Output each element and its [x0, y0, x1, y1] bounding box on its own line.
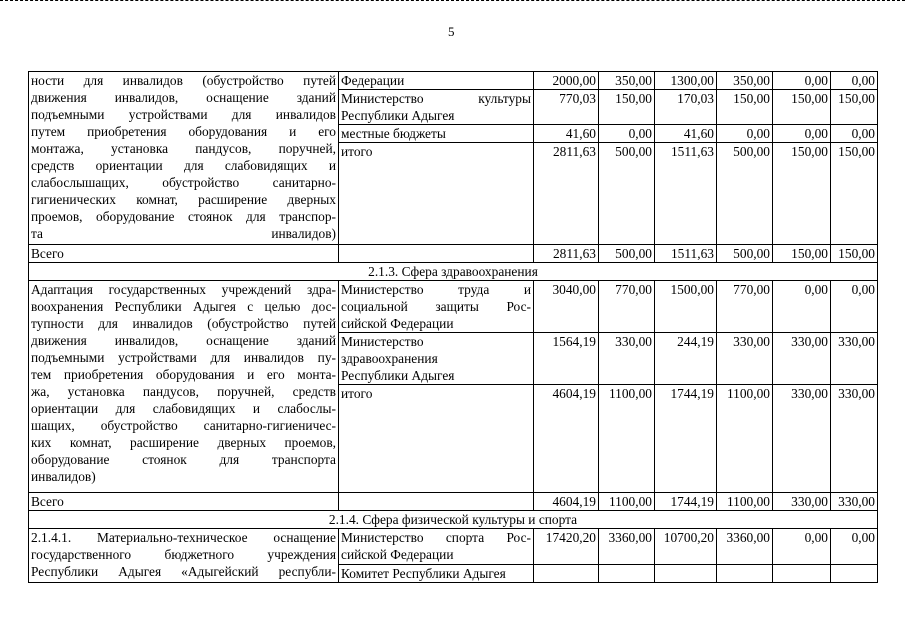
total-value-cell: 1511,63	[655, 245, 717, 263]
total-value-cell: 500,00	[599, 245, 655, 263]
value-cell: 0,00	[773, 125, 831, 143]
source-cell	[339, 281, 534, 333]
value-cell: 0,00	[717, 125, 773, 143]
total-value-cell: 330,00	[831, 493, 878, 511]
value-cell	[599, 565, 655, 583]
text-line: жа, установка пандусов, поручней, средств	[31, 384, 336, 399]
text-line: та инвалидов)	[31, 226, 336, 241]
total-value-cell: 150,00	[831, 245, 878, 263]
text-line: проемов, оборудование стоянок для транспор-	[31, 209, 336, 224]
value-cell	[534, 565, 599, 583]
source-cell	[339, 90, 534, 125]
text-line: движения инвалидов, оснащение зданий	[31, 333, 336, 348]
value-cell: 770,00	[717, 281, 773, 333]
text-line: Министерство труда и	[341, 282, 531, 297]
source-cell	[339, 529, 534, 565]
funding-table-body	[29, 72, 878, 583]
source-cell	[339, 72, 534, 90]
value-cell	[655, 565, 717, 583]
value-cell: 1100,00	[717, 385, 773, 493]
total-value-cell: 1744,19	[655, 493, 717, 511]
value-cell: 150,00	[599, 90, 655, 125]
text-line: Комитет Республики Адыгея	[341, 566, 506, 581]
value-cell: 500,00	[717, 143, 773, 245]
text-line: итого	[341, 386, 373, 401]
source-cell	[339, 143, 534, 245]
text-line: местные бюджеты	[341, 126, 446, 141]
section-heading-row	[29, 263, 878, 281]
text-line: государственного бюджетного учреждения	[31, 547, 336, 562]
value-cell: 770,00	[599, 281, 655, 333]
value-cell: 0,00	[773, 281, 831, 333]
value-cell: 350,00	[599, 72, 655, 90]
table-row	[29, 72, 878, 90]
value-cell: 244,19	[655, 333, 717, 385]
text-line: движения инвалидов, оснащение зданий	[31, 90, 336, 105]
text-line: Республики Адыгея «Адыгейский республи-	[31, 564, 336, 579]
value-cell: 1744,19	[655, 385, 717, 493]
total-value-cell: 500,00	[717, 245, 773, 263]
value-cell	[831, 565, 878, 583]
value-cell: 150,00	[773, 143, 831, 245]
text-line: социальной защиты Рос-	[341, 299, 531, 314]
source-cell	[339, 333, 534, 385]
text-line: Министерство спорта Рос-	[341, 530, 531, 545]
total-label: Всего	[29, 493, 339, 511]
value-cell: 0,00	[599, 125, 655, 143]
section-heading-row	[29, 511, 878, 529]
value-cell: 1511,63	[655, 143, 717, 245]
total-label: Всего	[29, 245, 339, 263]
value-cell: 1300,00	[655, 72, 717, 90]
text-line: слабослышащих, обустройство санитарно-	[31, 175, 336, 190]
text-line: средств ориентации для слабовидящих и	[31, 158, 336, 173]
total-value-cell: 330,00	[773, 493, 831, 511]
text-line: Республики Адыгея	[341, 108, 455, 123]
value-cell: 17420,20	[534, 529, 599, 565]
value-cell: 150,00	[831, 90, 878, 125]
text-line: здравоохранения	[341, 351, 438, 366]
value-cell: 1564,19	[534, 333, 599, 385]
value-cell: 770,03	[534, 90, 599, 125]
text-line: инвалидов)	[31, 469, 96, 484]
value-cell: 41,60	[655, 125, 717, 143]
text-line: Федерации	[341, 73, 405, 88]
value-cell: 150,00	[717, 90, 773, 125]
text-line: шащих, обустройство санитарно-гигиеничес-	[31, 418, 336, 433]
description-cell	[29, 529, 339, 583]
text-line: Министерство культуры	[341, 91, 531, 106]
text-line: воохранения Республики Адыгея с целью дос-	[31, 299, 336, 314]
value-cell: 330,00	[717, 333, 773, 385]
text-line: сийской Федерации	[341, 547, 454, 562]
text-line: тем приобретения оборудования и его монта-	[31, 367, 336, 382]
table-row	[29, 529, 878, 565]
total-source-cell	[339, 493, 534, 511]
value-cell: 330,00	[773, 333, 831, 385]
value-cell: 41,60	[534, 125, 599, 143]
text-line: Адаптация государственных учреждений здра-	[31, 282, 336, 297]
value-cell: 500,00	[599, 143, 655, 245]
total-value-cell: 4604,19	[534, 493, 599, 511]
text-line: подъемными устройствами для инвалидов пу-	[31, 350, 336, 365]
value-cell: 0,00	[773, 529, 831, 565]
table-row	[29, 281, 878, 333]
source-cell	[339, 565, 534, 583]
value-cell: 330,00	[831, 385, 878, 493]
text-line: тупности для инвалидов (обустройство путей	[31, 316, 336, 331]
page-number: 5	[448, 24, 455, 39]
total-value-cell: 2811,63	[534, 245, 599, 263]
value-cell: 3360,00	[717, 529, 773, 565]
value-cell: 2811,63	[534, 143, 599, 245]
page-top-edge	[0, 0, 905, 6]
description-cell	[29, 281, 339, 493]
total-value-cell: 1100,00	[599, 493, 655, 511]
value-cell: 330,00	[599, 333, 655, 385]
value-cell: 150,00	[773, 90, 831, 125]
value-cell: 0,00	[831, 125, 878, 143]
value-cell: 150,00	[831, 143, 878, 245]
value-cell: 10700,20	[655, 529, 717, 565]
value-cell	[773, 565, 831, 583]
total-source-cell	[339, 245, 534, 263]
value-cell: 3040,00	[534, 281, 599, 333]
value-cell: 330,00	[831, 333, 878, 385]
section-heading: 2.1.4. Сфера физической культуры и спорта	[29, 511, 878, 529]
source-cell	[339, 385, 534, 493]
source-cell	[339, 125, 534, 143]
value-cell: 0,00	[831, 72, 878, 90]
text-line: Министерство	[341, 334, 424, 349]
text-line: ориентации для слабовидящих и слабослы-	[31, 401, 336, 416]
text-line: оборудование стоянок для транспорта	[31, 452, 336, 467]
description-cell	[29, 72, 339, 245]
text-line: 2.1.4.1. Материально-техническое оснащение	[31, 530, 336, 545]
text-line: ких комнат, расширение дверных проемов,	[31, 435, 336, 450]
text-line: гигиенических комнат, расширение дверных	[31, 192, 336, 207]
value-cell: 0,00	[831, 281, 878, 333]
text-line: итого	[341, 144, 373, 159]
value-cell: 0,00	[831, 529, 878, 565]
value-cell: 330,00	[773, 385, 831, 493]
section-heading: 2.1.3. Сфера здравоохранения	[29, 263, 878, 281]
value-cell: 2000,00	[534, 72, 599, 90]
total-row	[29, 493, 878, 511]
total-value-cell: 1100,00	[717, 493, 773, 511]
value-cell: 3360,00	[599, 529, 655, 565]
value-cell: 1100,00	[599, 385, 655, 493]
text-line: ности для инвалидов (обустройство путей	[31, 73, 336, 88]
value-cell: 4604,19	[534, 385, 599, 493]
value-cell: 170,03	[655, 90, 717, 125]
value-cell: 0,00	[773, 72, 831, 90]
text-line: подъемными устройствами для инвалидов	[31, 107, 336, 122]
value-cell: 350,00	[717, 72, 773, 90]
value-cell: 1500,00	[655, 281, 717, 333]
total-value-cell: 150,00	[773, 245, 831, 263]
text-line: сийской Федерации	[341, 316, 454, 331]
value-cell	[717, 565, 773, 583]
total-row	[29, 245, 878, 263]
text-line: Республики Адыгея	[341, 368, 455, 383]
text-line: путем приобретения оборудования и его	[31, 124, 336, 139]
text-line: монтажа, установка пандусов, поручней,	[31, 141, 336, 156]
funding-table	[28, 71, 878, 583]
